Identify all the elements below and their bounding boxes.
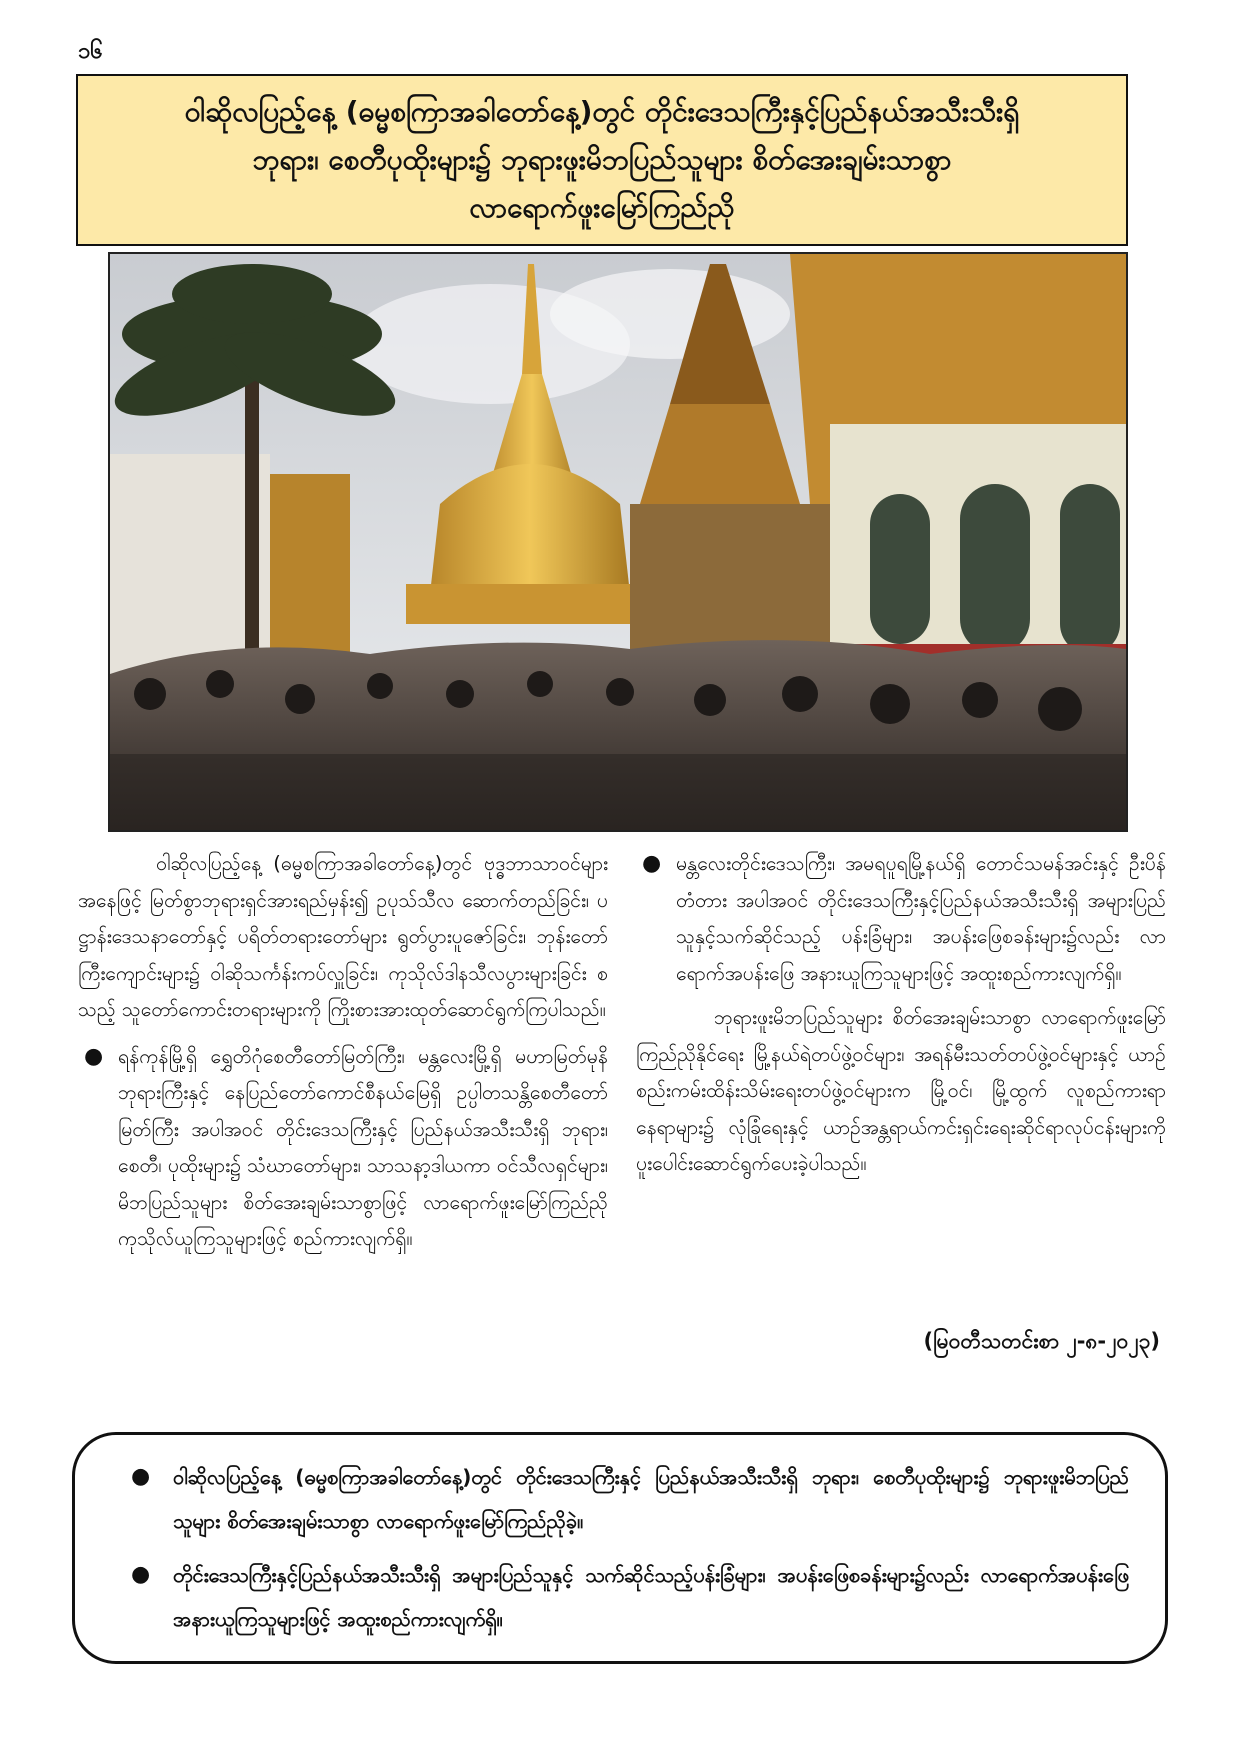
summary-item — [111, 1455, 1129, 1543]
bullet-icon: ● — [642, 851, 662, 876]
bullet-icon: ● — [131, 1464, 151, 1489]
page-number: ၁၆ — [78, 39, 103, 64]
summary-box — [72, 1432, 1168, 1664]
left-bullet-text: ရန်ကုန်မြို့ရှိ ရွှေတိဂုံစေတီတော်မြတ်ကြီး၊ မန္တလေးမြို့ရှိ မဟာမြတ်မုနိဘုရားကြီးနှင့် နေပြည်တော်ကောင်စီနယ်မြေရှိ ဥပ္ပါတသန္တိစေတီတော်မြတ်ကြီး အပါအဝင် တိုင်းဒေသကြီးနှင့် ပြည်နယ်အသီးသီးရှိ ဘုရား၊ စေတီ၊ ပုထိုးများ၌ သံဃာတော်များ၊ သာသနာ့ဒါယကာ ဝင်သီလရှင်များ၊ မိဘပြည်သူများ စိတ်အေးချမ်းသာစွာဖြင့် လာရောက်ဖူးမြော်ကြည်ညို ကုသိုလ်ယူကြသူများဖြင့် စည်ကားလျက်ရှိ။ — [118, 1044, 608, 1250]
headline-box — [76, 74, 1128, 246]
headline-line-1: ဝါဆိုလပြည့်နေ့ (ဓမ္မစကြာအခါတော်နေ့)တွင် တိုင်းဒေသကြီးနှင့်ပြည်နယ်အသီးသီးရှိ — [184, 95, 1020, 128]
shwedagon-pagoda-photo-illustration — [110, 254, 1126, 830]
left-bullet-item — [78, 1039, 608, 1258]
left-column — [78, 846, 608, 1266]
summary-item-text: ဝါဆိုလပြည့်နေ့ (ဓမ္မစကြာအခါတော်နေ့)တွင် တိုင်းဒေသကြီးနှင့် ပြည်နယ်အသီးသီးရှိ ဘုရား၊ စေတီပုထိုးများ၌ ဘုရားဖူးမိဘပြည်သူများ စိတ်အေးချမ်းသာစွာ လာရောက်ဖူးမြော်ကြည်ညိုခဲ့။ — [173, 1465, 1129, 1533]
intro-paragraph: ဝါဆိုလပြည့်နေ့ (ဓမ္မစကြာအခါတော်နေ့)တွင် ဗုဒ္ဓဘာသာဝင်များအနေဖြင့် မြတ်စွာဘုရားရှင်အားရည်မှန်း၍ ဥပုသ်သီလ ဆောက်တည်ခြင်း၊ ပဋ္ဌာန်းဒေသနာတော်နှင့် ပရိတ်တရားတော်များ ရွတ်ပွားပူဇော်ခြင်း၊ ဘုန်းတော်ကြီးကျောင်းများ၌ ဝါဆိုသင်္ကန်းကပ်လှူခြင်း၊ ကုသိုလ်ဒါနသီလပွားများခြင်း စသည့် သူတော်ကောင်းတရားများကို ကြိုးစားအားထုတ်ဆောင်ရွက်ကြပါသည်။ — [78, 852, 608, 1021]
bullet-icon: ● — [131, 1562, 151, 1587]
right-paragraph: ဘုရားဖူးမိဘပြည်သူများ စိတ်အေးချမ်းသာစွာ လာရောက်ဖူးမြော်ကြည်ညိုနိုင်ရေး မြို့နယ်ရဲတပ်ဖွဲ့ဝင်များ၊ အရန်မီးသတ်တပ်ဖွဲ့ဝင်များနှင့် ယာဉ်စည်းကမ်းထိန်းသိမ်းရေးတပ်ဖွဲ့ဝင်များက မြို့ဝင်၊ မြို့ထွက် လူစည်ကားရာနေရာများ၌ လုံခြုံရေးနှင့် ယာဉ်အန္တရာယ်ကင်းရှင်းရေးဆိုင်ရာလုပ်ငန်းများကို ပူးပေါင်းဆောင်ရွက်ပေးခဲ့ပါသည်။ — [636, 1006, 1166, 1175]
summary-item — [111, 1553, 1129, 1641]
headline-line-3: လာရောက်ဖူးမြော်ကြည်ညို — [469, 191, 735, 224]
right-bullet-text: မန္တလေးတိုင်းဒေသကြီး၊ အမရပူရမြို့နယ်ရှိ တောင်သမန်အင်းနှင့် ဦးပိန်တံတား အပါအဝင် တိုင်းဒေသကြီးနှင့်ပြည်နယ်အသီးသီးရှိ အများပြည်သူနှင့်သက်ဆိုင်သည့် ပန်းခြံများ၊ အပန်းဖြေစခန်းများ၌လည်း လာရောက်အပန်းဖြေ အနားယူကြသူများဖြင့် အထူးစည်ကားလျက်ရှိ။ — [676, 852, 1166, 985]
right-bullet-item — [636, 846, 1166, 992]
headline-line-2: ဘုရား၊ စေတီပုထိုးများ၌ ဘုရားဖူးမိဘပြည်သူများ စိတ်အေးချမ်းသာစွာ — [252, 143, 952, 176]
summary-item-text: တိုင်းဒေသကြီးနှင့်ပြည်နယ်အသီးသီးရှိ အများပြည်သူနှင့် သက်ဆိုင်သည့်ပန်းခြံများ၊ အပန်းဖြေစခန်းများ၌လည်း လာရောက်အပန်းဖြေ အနားယူကြသူများဖြင့် အထူးစည်ကားလျက်ရှိ။ — [173, 1563, 1129, 1631]
right-column — [636, 846, 1166, 1183]
pagoda-photo — [108, 252, 1128, 832]
source-citation: (မြဝတီသတင်းစာ ၂-၈-၂၀၂၃) — [923, 1329, 1160, 1353]
bullet-icon: ● — [84, 1043, 104, 1069]
